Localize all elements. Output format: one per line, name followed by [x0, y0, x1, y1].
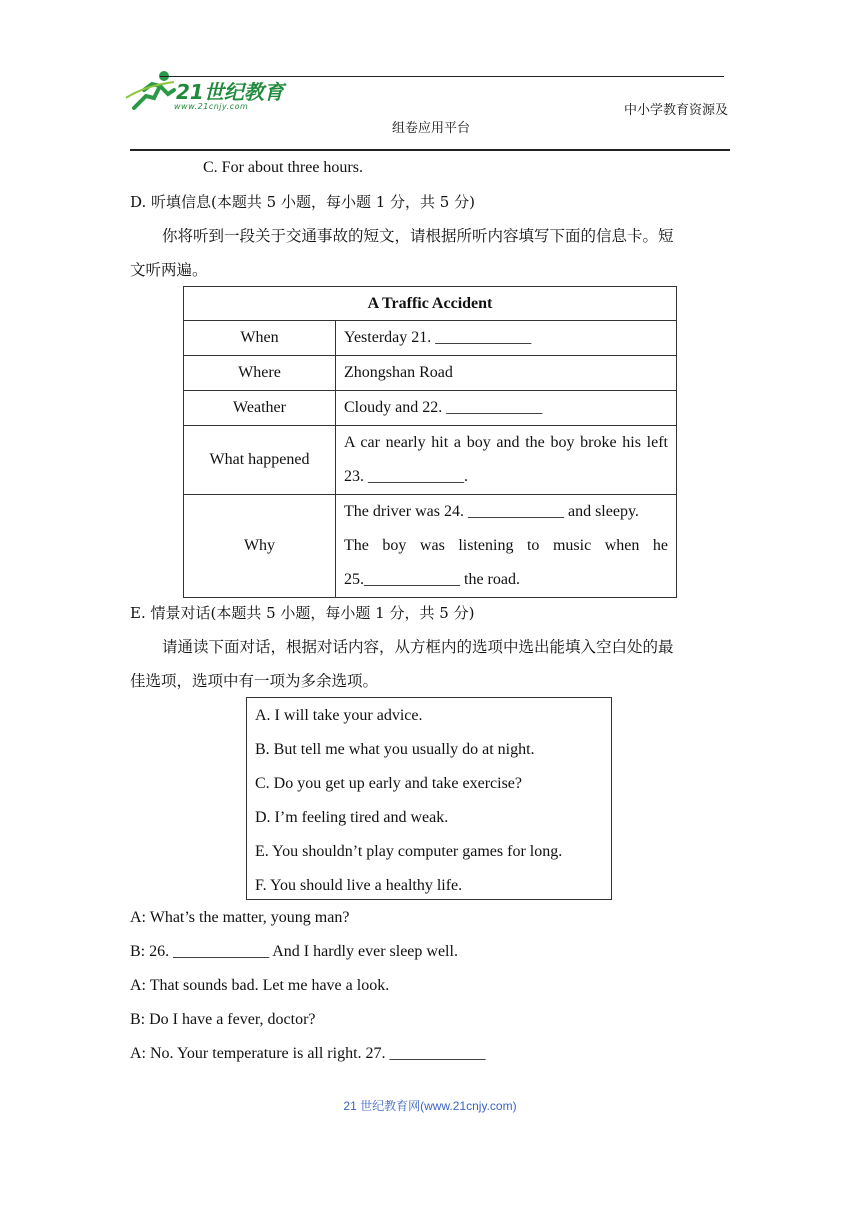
table-row-value: [336, 495, 677, 598]
prev-option-c: C. For about three hours.: [203, 159, 363, 176]
table-row-value: Yesterday 21. ____________: [336, 321, 677, 356]
table-row-key: Where: [184, 356, 336, 391]
header-top-rule: [160, 76, 724, 77]
table-row-key: Why: [184, 495, 336, 598]
table-row-key: When: [184, 321, 336, 356]
section-e-instruction-2: 佳选项，选项中有一项为多余选项。: [130, 672, 379, 690]
table-row-value: A car nearly hit a boy and the boy broke his left 23. ____________.: [336, 426, 677, 495]
section-e-instruction-1: 请通读下面对话，根据对话内容，从方框内的选项中选出能填入空白处的最: [162, 638, 674, 656]
option-a: A. I will take your advice.: [255, 707, 423, 724]
header-center-text: 组卷应用平台: [392, 121, 471, 136]
section-d-instruction-2: 文听两遍。: [130, 261, 208, 279]
dialogue-line: B: Do I have a fever, doctor?: [130, 1011, 316, 1028]
header-right-text: 中小学教育资源及: [624, 103, 729, 118]
section-d-title: D. 听填信息(本题共 5 小题，每小题 1 分，共 5 分): [130, 193, 475, 211]
why-line-2: The boy was listening to music when he 25.____________ the road.: [344, 537, 668, 588]
table-row-value: Zhongshan Road: [336, 356, 677, 391]
footer-link[interactable]: 21 世纪教育网(www.21cnjy.com): [343, 1099, 517, 1113]
logo-text: 21世纪教育: [176, 80, 284, 104]
dialogue-line: A: No. Your temperature is all right. 27. ____________: [130, 1045, 486, 1062]
option-e: E. You shouldn’t play computer games for long.: [255, 843, 563, 860]
runner-logo-icon: [124, 68, 178, 112]
dialogue-line: B: 26. ____________ And I hardly ever sleep well.: [130, 943, 458, 960]
dialogue-line: A: That sounds bad. Let me have a look.: [130, 977, 390, 994]
option-b: B. But tell me what you usually do at night.: [255, 741, 535, 758]
table-row-key: What happened: [184, 426, 336, 495]
table-title: A Traffic Accident: [184, 287, 677, 321]
option-f: F. You should live a healthy life.: [255, 877, 463, 894]
option-c: C. Do you get up early and take exercise?: [255, 775, 523, 792]
table-row-key: Weather: [184, 391, 336, 426]
why-line-1: The driver was 24. ____________ and sleepy.: [344, 503, 639, 520]
table-row-value: Cloudy and 22. ____________: [336, 391, 677, 426]
traffic-accident-table: [183, 286, 677, 598]
options-box: [246, 697, 612, 900]
option-d: D. I’m feeling tired and weak.: [255, 809, 449, 826]
dialogue-line: A: What’s the matter, young man?: [130, 909, 350, 926]
logo-url: www.21cnjy.com: [174, 102, 249, 111]
section-e-title: E. 情景对话(本题共 5 小题，每小题 1 分，共 5 分): [130, 604, 475, 622]
section-d-instruction-1: 你将听到一段关于交通事故的短文，请根据所听内容填写下面的信息卡。短: [162, 227, 674, 245]
